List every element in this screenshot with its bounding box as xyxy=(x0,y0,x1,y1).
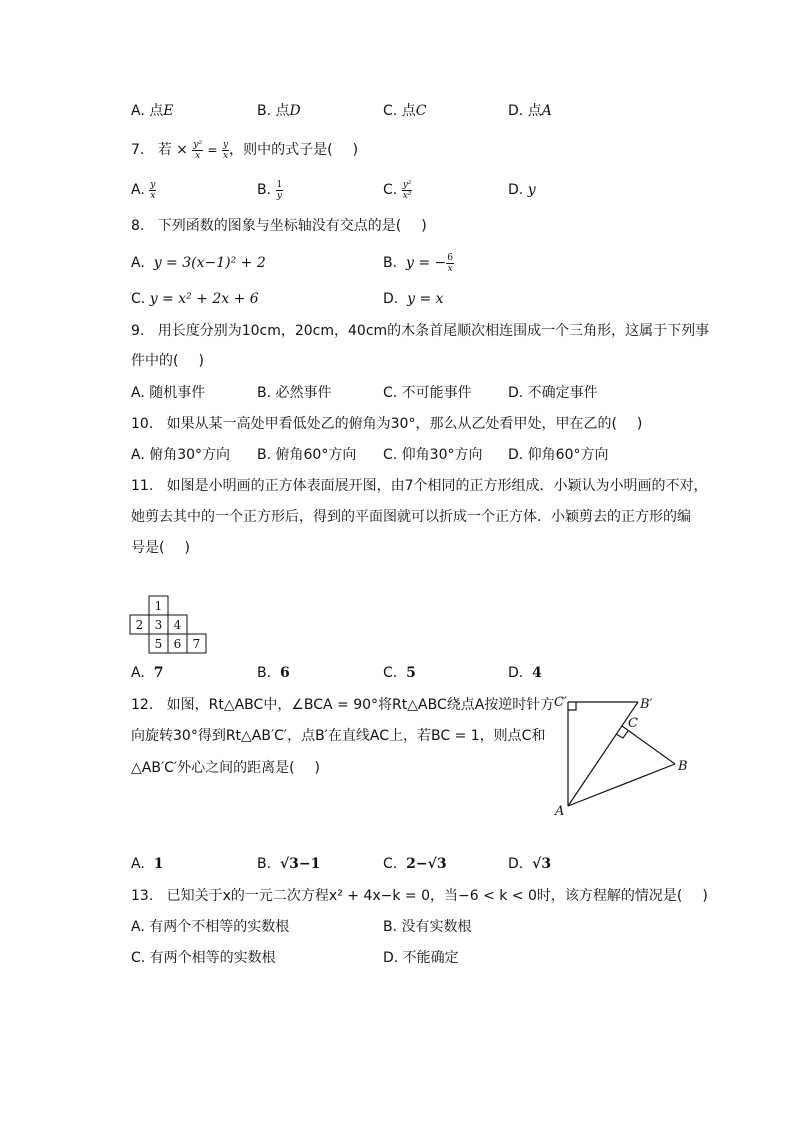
q8-option-d: D. y = x xyxy=(383,291,444,307)
q11-option-b: B. 6 xyxy=(257,665,290,681)
q12-option-d: D. √3 xyxy=(508,856,552,872)
q9-stem-line2: 件中的( ) xyxy=(131,353,204,369)
q13-option-b: B. 没有实数根 xyxy=(383,919,472,935)
q7-fraction-y-over-x: $\frac{y}{x}$ xyxy=(223,139,229,161)
net-label-2: 2 xyxy=(135,618,144,632)
q9-option-c: C. 不可能事件 xyxy=(383,385,472,401)
q12-stem-line2: 向旋转30°得到Rt△AB′C′，点B′在直线AC上，若BC = 1，则点C和 xyxy=(131,728,546,744)
q11-option-a: A. 7 xyxy=(131,665,164,681)
q10-option-c: C. 仰角30°方向 xyxy=(383,447,483,463)
q11-stem-line2: 她剪去其中的一个正方形后，得到的平面图就可以折成一个正方体．小颖剪去的正方形的编 xyxy=(131,509,691,525)
label-c: C xyxy=(628,716,638,731)
q10-option-b: B. 俯角60°方向 xyxy=(257,447,357,463)
net-label-3: 3 xyxy=(154,618,163,632)
segment-a-b xyxy=(568,764,675,806)
q8-option-a: A. y = 3(x−1)² + 2 xyxy=(131,255,266,271)
net-label-1: 1 xyxy=(154,599,163,613)
q10-option-a: A. 俯角30°方向 xyxy=(131,447,231,463)
q12-option-c: C. 2−√3 xyxy=(383,856,447,872)
segment-c-b xyxy=(622,726,675,764)
q6-option-a: A. 点E xyxy=(131,103,174,119)
q7-option-a: A. $\frac{y}{x}$ xyxy=(131,179,156,201)
triangle-rotation-figure xyxy=(550,690,700,820)
net-label-6: 6 xyxy=(173,637,182,651)
label-b: B xyxy=(678,759,688,774)
label-b-prime: B′ xyxy=(640,697,653,712)
q7-option-c: C. $\frac{\text{y²}}{\text{x²}}$ xyxy=(383,179,412,201)
q6-option-d: D. 点A xyxy=(508,103,552,119)
q11-stem-line3: 号是( ) xyxy=(131,540,190,556)
q9-option-a: A. 随机事件 xyxy=(131,385,206,401)
q7-fraction-y2-over-x: $\frac{\text{y²}}{x}$ xyxy=(193,139,203,161)
net-label-5: 5 xyxy=(154,637,163,651)
q13-option-c: C. 有两个相等的实数根 xyxy=(131,950,276,966)
q7-option-d: D. y xyxy=(508,182,536,198)
net-label-7: 7 xyxy=(192,637,201,651)
q11-stem-line1: 11. 如图是小明画的正方体表面展开图，由7个相同的正方形组成．小颖认为小明画的不对， xyxy=(131,478,708,494)
q10-option-d: D. 仰角60°方向 xyxy=(508,447,609,463)
q12-stem-line3: △AB′C′外心之间的距离是( ) xyxy=(131,760,321,776)
q8-stem: 8. 下列函数的图象与坐标轴没有交点的是( ) xyxy=(131,218,427,234)
cube-net-figure xyxy=(128,594,210,656)
q9-stem-line1: 9. 用长度分别为10cm，20cm，40cm的木条首尾顺次相连围成一个三角形，这属于下列事 xyxy=(131,323,710,339)
q12-option-b: B. √3−1 xyxy=(257,856,321,872)
q13-option-a: A. 有两个不相等的实数根 xyxy=(131,919,290,935)
q10-stem: 10. 如果从某一高处甲看低处乙的俯角为30°，那么从乙处看甲处，甲在乙的( ) xyxy=(131,416,643,432)
label-a: A xyxy=(555,804,565,819)
label-c-prime: C′ xyxy=(554,695,567,710)
q11-option-d: D. 4 xyxy=(508,665,542,681)
q8-option-c: C. y = x² + 2x + 6 xyxy=(131,291,259,307)
q9-option-b: B. 必然事件 xyxy=(257,385,332,401)
q12-option-a: A. 1 xyxy=(131,856,164,872)
q8-option-b: B. y = − $\frac{6}{x}$ xyxy=(383,252,453,274)
q7-stem: 7. 若 × $\frac{\text{y²}}{x}$ = $\frac{y}{x}$ ，则中的式子是( ) xyxy=(131,139,359,161)
q6-option-c: C. 点C xyxy=(383,103,427,119)
q7-option-b: B. $\frac{1}{y}$ xyxy=(257,179,283,201)
q6-option-b: B. 点D xyxy=(257,103,301,119)
net-label-4: 4 xyxy=(173,618,182,632)
q11-option-c: C. 5 xyxy=(383,665,416,681)
q12-stem-line1: 12. 如图，Rt△ABC中，∠BCA = 90°将Rt△ABC绕点A按逆时针方 xyxy=(131,697,555,713)
q13-stem: 13. 已知关于x的一元二次方程x² + 4x−k = 0，当−6 < k < 0时，该方程解的情况是( ) xyxy=(131,888,708,904)
q9-option-d: D. 不确定事件 xyxy=(508,385,598,401)
q13-option-d: D. 不能确定 xyxy=(383,950,459,966)
right-angle-mark-c-prime xyxy=(568,702,576,710)
